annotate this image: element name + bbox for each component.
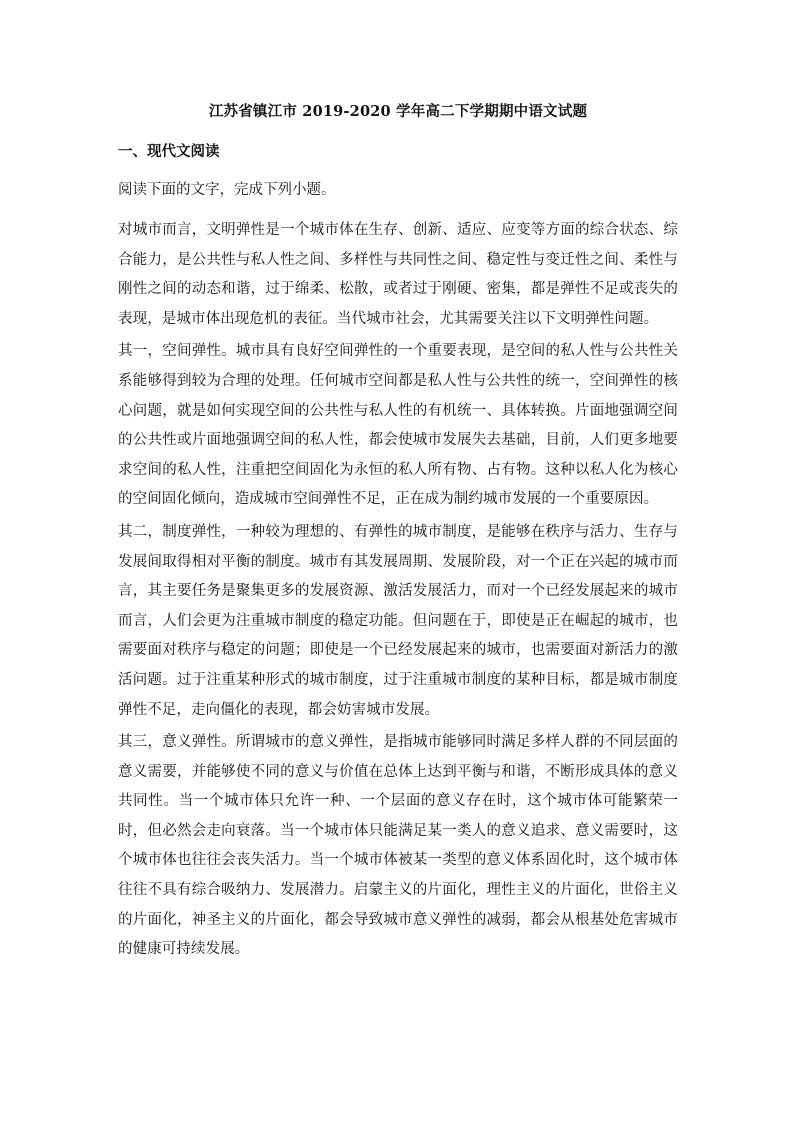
reading-instruction: 阅读下面的文字，完成下列小题。 [118,182,336,198]
document-page [118,102,678,968]
paragraph-meaning-elasticity: 其三，意义弹性。所谓城市的意义弹性，是指城市能够同时满足多样人群的不同层面的意义需要，并能够使不同的意义与价值在总体上达到平衡与和谐，不断形成具体的意义共同性。当一个城市体只允许一种、一个层面的意义存在时，这个城市体可能繁荣一时，但必然会走向衰落。当一个城市体只能满足某一类人的意义追求、意义需要时，这个城市体也往往会丧失活力。当一个城市体被某一类型的意义体系固化时，这个城市体往往不具有综合吸纳力、发展潜力。启蒙主义的片面化，理性主义的片面化，世俗主义的片面化，神圣主义的片面化，都会导致城市意义弹性的减弱，都会从根基处危害城市的健康可持续发展。 [118,734,678,958]
paragraph-system-elasticity: 其二，制度弹性，一种较为理想的、有弹性的城市制度，是能够在秩序与活力、生存与发展间取得相对平衡的制度。城市有其发展周期、发展阶段，对一个正在兴起的城市而言，其主要任务是聚集更多的发展资源、激活发展活力，而对一个已经发展起来的城市而言，人们会更为注重城市制度的稳定功能。但问题在于，即使是正在崛起的城市，也需要面对秩序与稳定的问题；即使是一个已经发展起来的城市，也需要面对新活力的激活问题。过于注重某种形式的城市制度，过于注重城市制度的某种目标，都是城市制度弹性不足，走向僵化的表现，都会妨害城市发展。 [118,523,678,718]
paragraph-intro: 对城市而言，文明弹性是一个城市体在生存、创新、适应、应变等方面的综合状态、综合能力，是公共性与私人性之间、多样性与共同性之间、稳定性与变迁性之间、柔性与刚性之间的动态和谐，过于绵柔、松散，或者过于刚硬、密集，都是弹性不足或丧失的表现，是城市体出现危机的表征。当代城市社会，尤其需要关注以下文明弹性问题。 [118,222,678,327]
paragraph-space-elasticity: 其一，空间弹性。城市具有良好空间弹性的一个重要表现，是空间的私人性与公共性关系能够得到较为合理的处理。任何城市空间都是私人性与公共性的统一，空间弹性的核心问题，就是如何实现空间的公共性与私人性的有机统一、具体转换。片面地强调空间的公共性或片面地强调空间的私人性，都会使城市发展失去基础，目前，人们更多地要求空间的私人性，注重把空间固化为永恒的私人所有物、占有物。这种以私人化为核心的空间固化倾向，造成城市空间弹性不足，正在成为制约城市发展的一个重要原因。 [118,343,678,508]
document-title: 江苏省镇江市 2019-2020 学年高二下学期期中语文试题 [208,103,588,120]
section-heading: 一、现代文阅读 [118,143,220,160]
